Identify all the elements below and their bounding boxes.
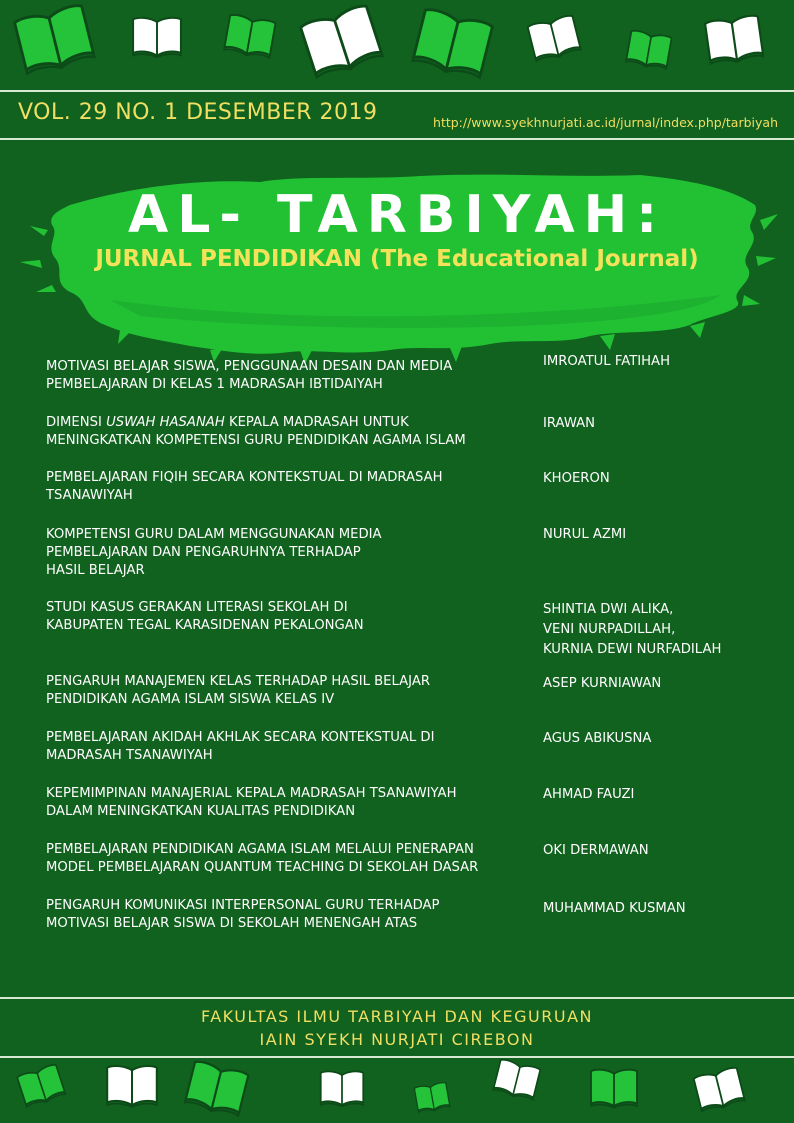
journal-title: AL- TARBIYAH: bbox=[127, 185, 666, 245]
article-title-line: MOTIVASI BELAJAR SISWA DI SEKOLAH MENENGAH ATAS bbox=[46, 916, 418, 931]
article-title-line: MODEL PEMBELAJARAN QUANTUM TEACHING DI SEKOLAH DASAR bbox=[46, 860, 479, 875]
open-book-icon bbox=[186, 1062, 248, 1118]
article-author bbox=[543, 469, 783, 489]
faculty-name: FAKULTAS ILMU TARBIYAH DAN KEGURUAN bbox=[201, 1007, 593, 1026]
institute-name: IAIN SYEKH NURJATI CIREBON bbox=[259, 1030, 535, 1049]
article-title-line: PENDIDIKAN AGAMA ISLAM SISWA KELAS IV bbox=[46, 692, 335, 707]
article-title-line: MOTIVASI BELAJAR SISWA, PENGGUNAAN DESAIN DAN MEDIA bbox=[46, 359, 453, 374]
author-name: AGUS ABIKUSNA bbox=[543, 731, 652, 746]
article-title-line: PEMBELAJARAN DAN PENGARUHNYA TERHADAP bbox=[46, 545, 361, 560]
footer-top-divider bbox=[0, 997, 794, 999]
article-author bbox=[543, 674, 783, 694]
article-title[interactable] bbox=[46, 526, 516, 580]
author-name: NURUL AZMI bbox=[543, 527, 627, 542]
italic-term: USWAH HASANAH bbox=[106, 415, 225, 430]
author-name: AHMAD FAUZI bbox=[543, 787, 635, 802]
article-title[interactable] bbox=[46, 358, 516, 394]
author-name: SHINTIA DWI ALIKA, bbox=[543, 602, 674, 617]
article-author bbox=[543, 841, 783, 861]
open-book-icon bbox=[694, 1068, 744, 1114]
author-name: VENI NURPADILLAH, bbox=[543, 622, 676, 637]
article-title-line: PENGARUH KOMUNIKASI INTERPERSONAL GURU TERHADAP bbox=[46, 898, 440, 913]
article-title-line: KOMPETENSI GURU DALAM MENGGUNAKAN MEDIA bbox=[46, 527, 382, 542]
author-name: IRAWAN bbox=[543, 416, 596, 431]
article-author bbox=[543, 729, 783, 749]
author-name: OKI DERMAWAN bbox=[543, 843, 649, 858]
article-title-line: TSANAWIYAH bbox=[46, 488, 133, 503]
article-title-line: DALAM MENINGKATKAN KUALITAS PENDIDIKAN bbox=[46, 804, 356, 819]
article-title-line: STUDI KASUS GERAKAN LITERASI SEKOLAH DI bbox=[46, 600, 348, 615]
author-name: KURNIA DEWI NURFADILAH bbox=[543, 642, 722, 657]
open-book-icon bbox=[104, 1062, 160, 1113]
article-title[interactable] bbox=[46, 599, 516, 635]
article-title[interactable] bbox=[46, 729, 516, 765]
journal-url[interactable]: http://www.syekhnurjati.ac.id/jurnal/index.php/tarbiyah bbox=[433, 115, 778, 130]
article-title[interactable] bbox=[46, 673, 516, 709]
article-title[interactable] bbox=[46, 469, 516, 505]
article-author bbox=[543, 899, 783, 919]
article-title-line: PEMBELAJARAN PENDIDIKAN AGAMA ISLAM MELALUI PENERAPAN bbox=[46, 842, 474, 857]
article-title-line: PENGARUH MANAJEMEN KELAS TERHADAP HASIL BELAJAR bbox=[46, 674, 431, 689]
article-title-line: DIMENSI USWAH HASANAH KEPALA MADRASAH UNTUK bbox=[46, 415, 409, 430]
article-title[interactable] bbox=[46, 841, 516, 877]
author-name: MUHAMMAD KUSMAN bbox=[543, 901, 686, 916]
open-book-icon bbox=[18, 1066, 64, 1109]
article-title-line: PEMBELAJARAN AKIDAH AKHLAK SECARA KONTEKSTUAL DI bbox=[46, 730, 435, 745]
article-title-line: MADRASAH TSANAWIYAH bbox=[46, 748, 213, 763]
article-title[interactable] bbox=[46, 785, 516, 821]
footer-bottom-divider bbox=[0, 1056, 794, 1058]
article-title[interactable] bbox=[46, 414, 516, 450]
open-book-icon bbox=[588, 1066, 640, 1114]
article-author bbox=[543, 352, 783, 372]
article-author bbox=[543, 525, 783, 545]
author-name: KHOERON bbox=[543, 471, 610, 486]
article-title-line: PEMBELAJARAN DI KELAS 1 MADRASAH IBTIDAIYAH bbox=[46, 377, 383, 392]
article-title-line: PEMBELAJARAN FIQIH SECARA KONTEKSTUAL DI MADRASAH bbox=[46, 470, 443, 485]
author-name: IMROATUL FATIHAH bbox=[543, 354, 670, 369]
author-name: ASEP KURNIAWAN bbox=[543, 676, 662, 691]
journal-subtitle: JURNAL PENDIDIKAN (The Educational Journal) bbox=[95, 246, 699, 272]
open-book-icon bbox=[494, 1060, 540, 1103]
article-title[interactable] bbox=[46, 897, 516, 933]
volume-label: VOL. 29 NO. 1 DESEMBER 2019 bbox=[18, 100, 378, 125]
article-title-line: MENINGKATKAN KOMPETENSI GURU PENDIDIKAN AGAMA ISLAM bbox=[46, 433, 466, 448]
article-author bbox=[543, 600, 783, 660]
article-title-line: KEPEMIMPINAN MANAJERIAL KEPALA MADRASAH TSANAWIYAH bbox=[46, 786, 457, 801]
article-author bbox=[543, 785, 783, 805]
open-book-icon bbox=[318, 1068, 366, 1112]
article-title-line: HASIL BELAJAR bbox=[46, 563, 145, 578]
article-title-line: KABUPATEN TEGAL KARASIDENAN PEKALONGAN bbox=[46, 618, 364, 633]
open-book-icon bbox=[414, 1082, 450, 1117]
article-author bbox=[543, 414, 783, 434]
